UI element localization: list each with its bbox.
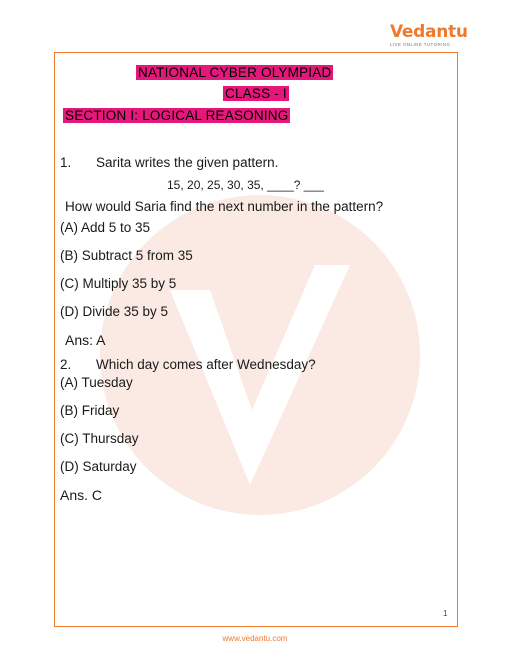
option-d: (D) Divide 35 by 5 bbox=[60, 304, 169, 319]
option-a: (A) Add 5 to 35 bbox=[60, 220, 151, 235]
question-text: Which day comes after Wednesday? bbox=[96, 357, 316, 372]
option-b: (B) Friday bbox=[60, 403, 120, 418]
footer-url: www.vedantu.com bbox=[222, 634, 288, 643]
question-prompt: How would Saria find the next number in the pattern? bbox=[65, 199, 384, 214]
brand-tagline: LIVE ONLINE TUTORING bbox=[390, 42, 451, 47]
option-a: (A) Tuesday bbox=[60, 375, 133, 390]
question-text: Sarita writes the given pattern. bbox=[96, 155, 279, 170]
question-number: 1. bbox=[60, 155, 72, 170]
option-c: (C) Multiply 35 by 5 bbox=[60, 276, 177, 291]
section-heading: SECTION I: LOGICAL REASONING bbox=[65, 108, 289, 123]
page-number: 1 bbox=[443, 609, 448, 618]
option-d: (D) Saturday bbox=[60, 459, 137, 474]
vedantu-watermark-icon bbox=[100, 195, 420, 515]
brand-name: Vedantu bbox=[390, 22, 468, 42]
question-2 bbox=[60, 357, 316, 372]
page-title: NATIONAL CYBER OLYMPIAD bbox=[138, 65, 332, 80]
option-c: (C) Thursday bbox=[60, 431, 139, 446]
answer: Ans. C bbox=[60, 487, 103, 503]
option-b: (B) Subtract 5 from 35 bbox=[60, 248, 193, 263]
pattern-sequence: 15, 20, 25, 30, 35, ____? ___ bbox=[167, 178, 324, 192]
question-number: 2. bbox=[60, 357, 72, 372]
class-label: CLASS - I bbox=[225, 86, 287, 101]
question-1 bbox=[60, 155, 278, 170]
answer: Ans: A bbox=[65, 332, 106, 348]
vedantu-logo bbox=[390, 22, 468, 48]
